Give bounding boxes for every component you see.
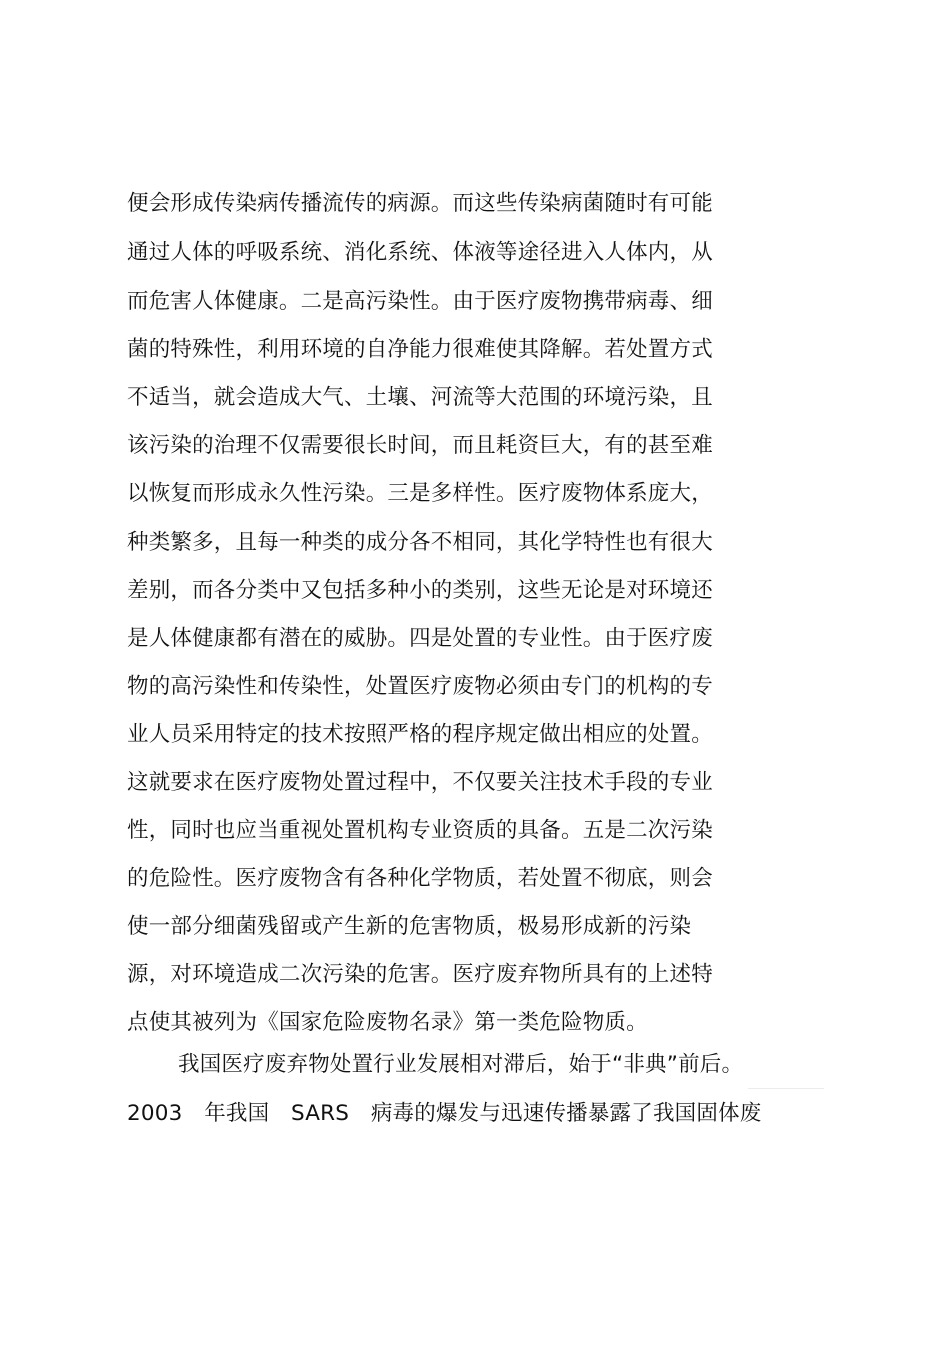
text-line: 业人员采用特定的技术按照严格的程序规定做出相应的处置。 [127, 722, 713, 747]
text-line: 这就要求在医疗废物处置过程中，不仅要关注技术手段的专业 [127, 770, 713, 795]
text-line: 物的高污染性和传染性，处置医疗废物必须由专门的机构的专 [127, 674, 713, 699]
text-line: 点使其被列为《国家危险废物名录》第一类危险物质。 [127, 1010, 648, 1035]
text-line: 使一部分细菌残留或产生新的危害物质，极易形成新的污染 [127, 914, 692, 939]
text-line: 种类繁多，且每一种类的成分各不相同，其化学特性也有很大 [127, 530, 713, 555]
paragraph-start-line: 我国医疗废弃物处置行业发展相对滞后，始于“非典”前后。 [178, 1052, 744, 1077]
text-line: 而危害人体健康。二是高污染性。由于医疗废物携带病毒、细 [127, 289, 713, 314]
text-line: 以恢复而形成永久性污染。三是多样性。医疗废物体系庞大， [127, 481, 713, 506]
text-line: 性，同时也应当重视处置机构专业资质的具备。五是二次污染 [127, 818, 713, 843]
text-line: 差别，而各分类中又包括多种小的类别，这些无论是对环境还 [127, 578, 713, 603]
text-line: 该污染的治理不仅需要很长时间，而且耗资巨大，有的甚至难 [127, 433, 713, 458]
text-line: 是人体健康都有潜在的威胁。四是处置的专业性。由于医疗废 [127, 626, 713, 651]
text-line: 2003 年我国 SARS 病毒的爆发与迅速传播暴露了我国固体废 [127, 1101, 762, 1126]
text-line: 源，对环境造成二次污染的危害。医疗废弃物所具有的上述特 [127, 962, 713, 987]
text-line: 菌的特殊性，利用环境的自净能力很难使其降解。若处置方式 [127, 337, 713, 362]
text-line: 便会形成传染病传播流传的病源。而这些传染病菌随时有可能 [127, 191, 713, 216]
text-line: 通过人体的呼吸系统、消化系统、体液等途径进入人体内，从 [127, 240, 713, 265]
faint-divider [748, 1088, 824, 1089]
text-line: 不适当，就会造成大气、土壤、河流等大范围的环境污染，且 [127, 385, 713, 410]
text-line: 的危险性。医疗废物含有各种化学物质，若处置不彻底，则会 [127, 866, 713, 891]
